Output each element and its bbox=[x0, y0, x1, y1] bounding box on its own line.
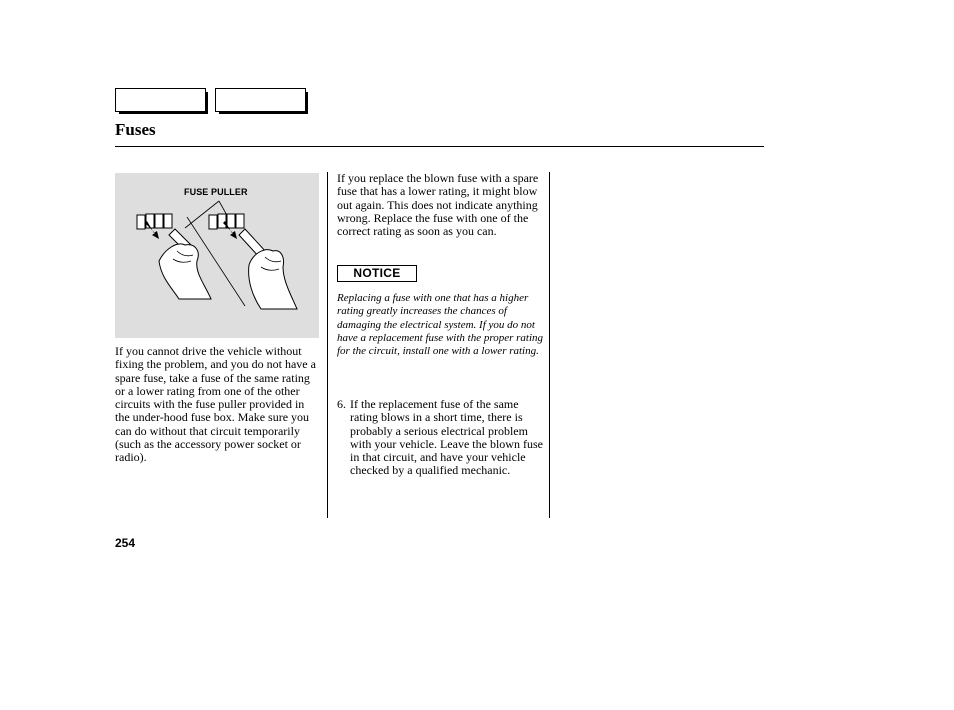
title-divider bbox=[115, 146, 764, 147]
column1-paragraph: If you cannot drive the vehicle without fixing the problem, and you do not have a spare fuse, take a fuse of the same rating or a lower rating from one of the other circuits with the fuse puller provided in the under-hood fuse box. Make sure you can do without that circuit temporarily (such as the accessory power socket or radio). bbox=[115, 344, 316, 465]
nav-tab-box-2[interactable] bbox=[215, 88, 306, 112]
figure-label: FUSE PULLER bbox=[184, 187, 248, 197]
notice-badge: NOTICE bbox=[337, 265, 417, 282]
page-number: 254 bbox=[115, 536, 136, 550]
nav-tab-box-1[interactable] bbox=[115, 88, 206, 112]
step-number: 6. bbox=[337, 397, 346, 411]
column-divider-2 bbox=[549, 172, 550, 518]
column2-paragraph: If you replace the blown fuse with a spare fuse that has a lower rating, it might blow out again. This does not indicate anything wrong. Replace the fuse with one of the correct rating as soon as you can. bbox=[337, 171, 539, 239]
section-title: Fuses bbox=[115, 120, 156, 139]
step-text: If the replacement fuse of the same rating blows in a short time, there is probably a serious electrical problem with your vehicle. Leave the blown fuse in that circuit, and have your vehicle checked by a qualified mechanic. bbox=[350, 397, 543, 478]
column-divider-1 bbox=[327, 172, 328, 518]
fuse-puller-drawing bbox=[115, 173, 319, 338]
notice-text: Replacing a fuse with one that has a higher rating greatly increases the chances of damaging the electrical system. If you do not have a replacement fuse with the proper rating for the circuit, install one with a lower rating. bbox=[337, 292, 544, 358]
fuse-puller-illustration bbox=[115, 173, 319, 338]
